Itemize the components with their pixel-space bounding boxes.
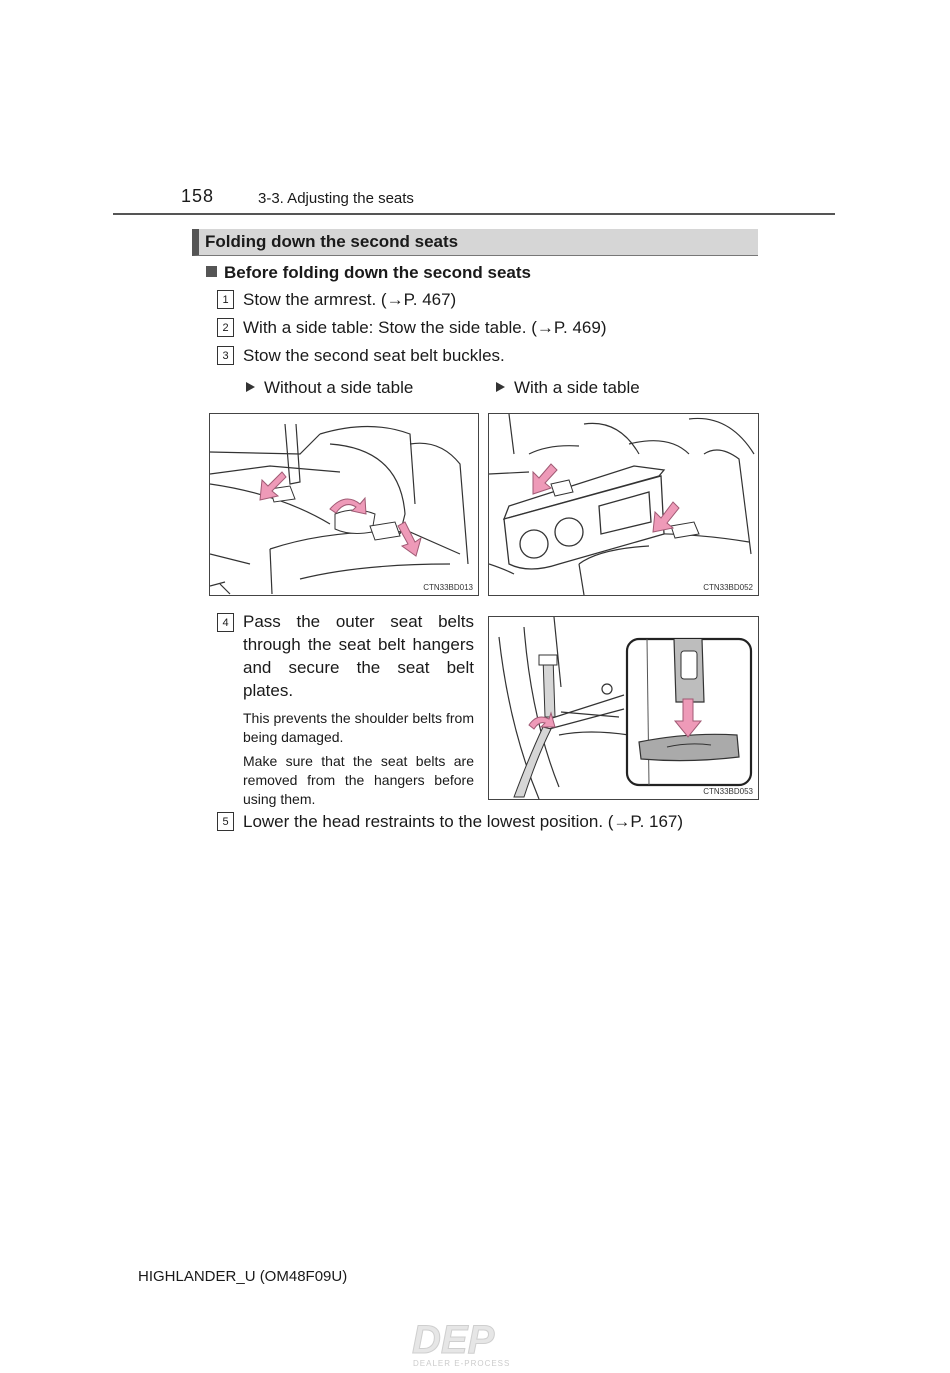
step-2	[217, 318, 607, 338]
svg-text:DEALER E-PROCESS: DEALER E-PROCESS	[413, 1359, 511, 1368]
pink-arrow-small	[529, 713, 555, 729]
seat-with-table-illustration	[489, 414, 758, 595]
step-number: 4	[217, 613, 234, 632]
side-table-shape	[504, 466, 664, 569]
svg-text:DEP: DEP	[412, 1318, 495, 1362]
variant-without-side-table	[246, 378, 413, 398]
subheading-text: Before folding down the second seats	[224, 263, 531, 282]
figure-without-side-table	[209, 413, 479, 596]
step-number: 2	[217, 318, 234, 337]
figure-code: CTN33BD013	[423, 583, 473, 592]
step-text: With a side table: Stow the side table. (→P. 469)	[243, 318, 607, 337]
step-number: 1	[217, 290, 234, 309]
triangle-bullet-icon	[496, 382, 505, 392]
figure-code: CTN33BD052	[703, 583, 753, 592]
section-title: Folding down the second seats	[205, 232, 459, 251]
step-text: Lower the head restraints to the lowest position. (→P. 167)	[243, 812, 684, 831]
belt-hanger-illustration	[489, 617, 758, 799]
page-number: 158	[181, 186, 215, 206]
step-text: Stow the armrest. (→P. 467)	[243, 290, 457, 309]
section-title-bar	[192, 229, 758, 256]
footer-model: HIGHLANDER_U (OM48F09U)	[138, 1268, 348, 1285]
step-number: 5	[217, 812, 234, 831]
note-1: This prevents the shoulder belts from being damaged.	[243, 710, 474, 745]
step-text: Stow the second seat belt buckles.	[243, 346, 505, 365]
inset-closeup	[627, 639, 751, 785]
variant-label: With a side table	[514, 378, 640, 397]
step-text: Pass the outer seat belts through the seat belt hangers and secure the seat belt plates.	[243, 612, 474, 700]
step-number: 3	[217, 346, 234, 365]
subheading	[206, 263, 531, 283]
note-2: Make sure that the seat belts are removed from the hangers before using them.	[243, 753, 474, 807]
step-3	[217, 346, 505, 366]
triangle-bullet-icon	[246, 382, 255, 392]
step-1	[217, 290, 456, 310]
variant-label: Without a side table	[264, 378, 414, 397]
header-rule	[113, 213, 835, 215]
square-bullet-icon	[206, 266, 217, 277]
dep-logo-icon	[410, 1318, 542, 1368]
dep-logo	[410, 1318, 542, 1373]
section-path: 3-3. Adjusting the seats	[258, 190, 414, 207]
step-5	[217, 812, 683, 832]
seat-illustration	[210, 414, 478, 595]
step-4	[217, 610, 475, 810]
figure-code: CTN33BD053	[703, 787, 753, 796]
figure-with-side-table	[488, 413, 759, 596]
figure-seat-belt-hanger	[488, 616, 759, 800]
variant-with-side-table	[496, 378, 640, 398]
